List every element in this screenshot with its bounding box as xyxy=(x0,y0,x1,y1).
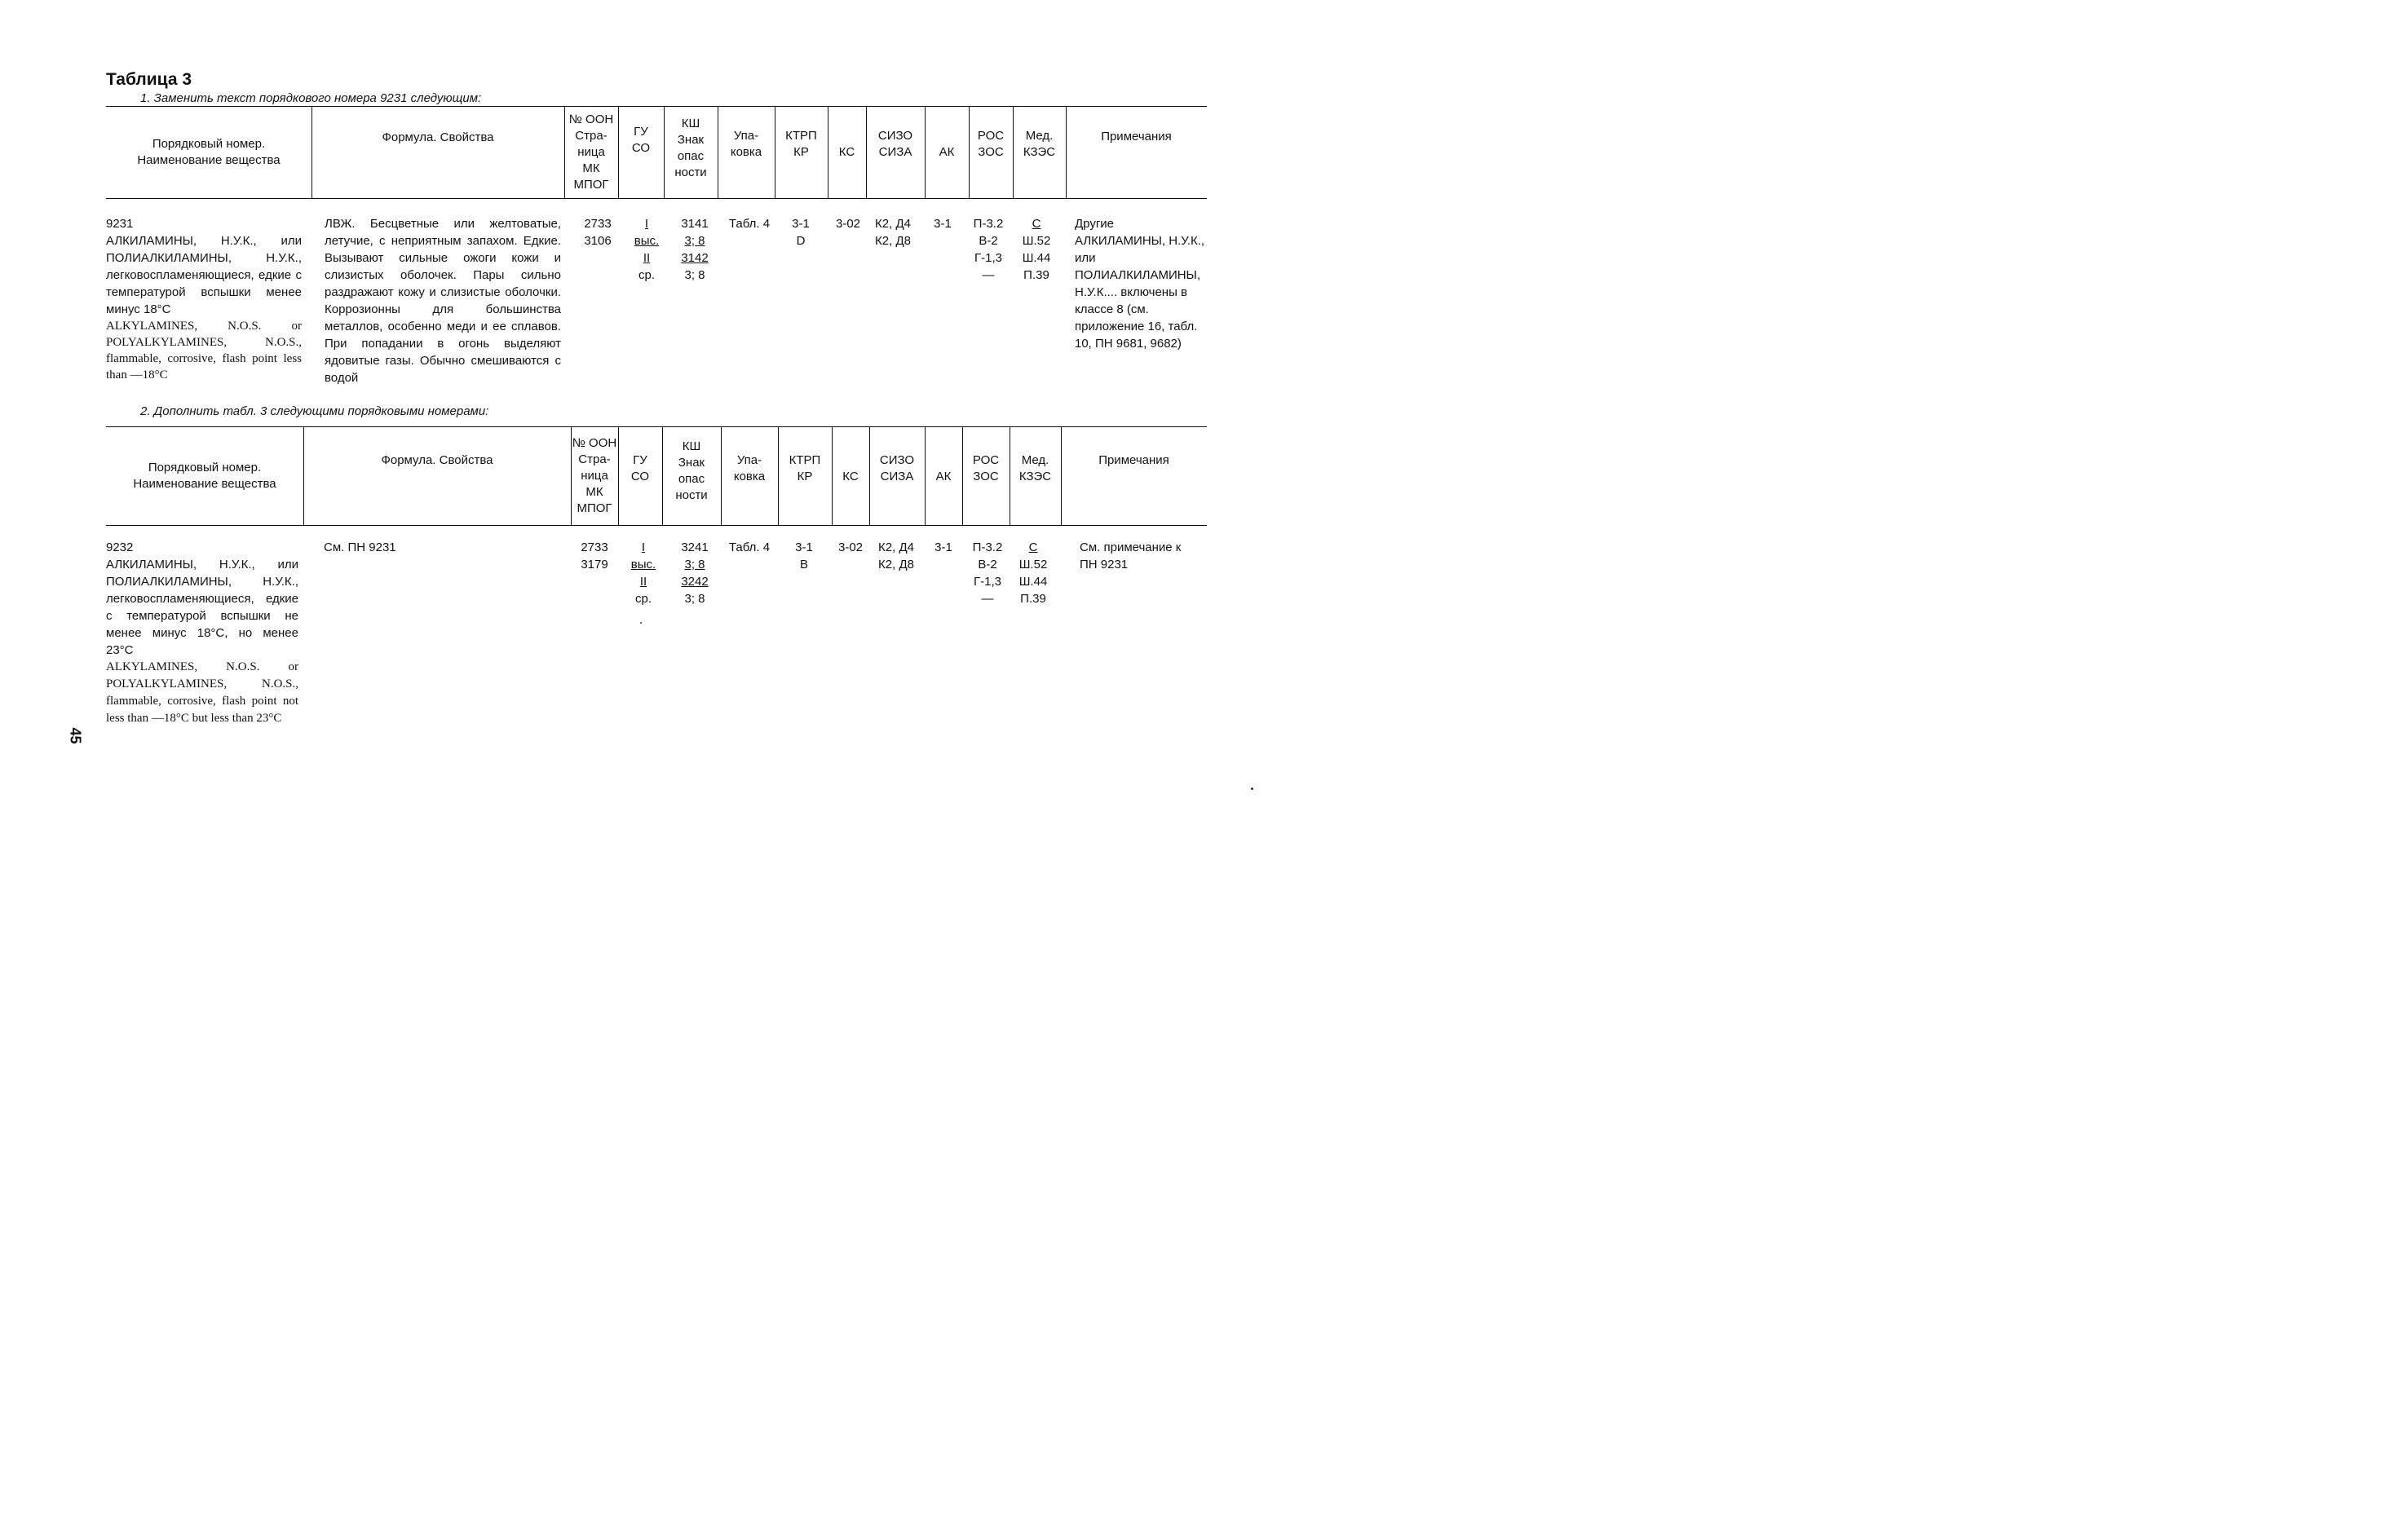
row-un: 2733 3106 xyxy=(584,217,612,248)
row-name-en: ALKYLAMINES, N.O.S. or POLYALKYLAMINES, N.O.S., flammable, corrosive, flash point not less than —18°C but less than 23°C xyxy=(106,660,298,725)
row-ks: 3-02 xyxy=(835,217,861,231)
row-name-ru: АЛКИЛАМИНЫ, Н.У.К., или ПОЛИАЛКИЛАМИНЫ, Н.У.К., легковоспламеняющиеся, едкие с температурой вспышки не менее минус 18°С, но менее 23°С xyxy=(106,558,298,657)
header-ktrp: КТРП КР xyxy=(785,129,817,159)
header-un: № ООН Стра- ница МК МПОГ xyxy=(568,113,614,192)
header-pack: Упа- ковка xyxy=(733,453,766,483)
row-ros: П-3.2 В-2 Г-1,3 — xyxy=(972,541,1003,606)
header-formula: Формула. Свойства xyxy=(381,453,493,467)
header-pack: Упа- ковка xyxy=(730,129,762,159)
row-sizo: К2, Д4 К2, Д8 xyxy=(878,541,914,571)
header-sizo: СИЗО СИЗА xyxy=(877,129,913,159)
row-gu-level: ср. xyxy=(638,268,655,282)
header-name: Порядковый номер. Наименование вещества xyxy=(133,461,276,491)
table2-header-rule xyxy=(106,525,1207,526)
row-pack: Табл. 4 xyxy=(728,217,771,231)
row-ksh-sign: 3; 8 xyxy=(684,592,705,606)
row-ak: 3-1 xyxy=(934,541,952,554)
header-gu: ГУ СО xyxy=(630,453,650,483)
row-gu-class: II xyxy=(643,251,651,265)
table1-header-rule xyxy=(106,198,1207,199)
row-gu-class: I xyxy=(641,541,646,554)
row-ksh-code: 3241 xyxy=(681,541,709,554)
header-med: Мед. КЗЭС xyxy=(1023,129,1056,159)
instruction-replace: 1. Заменить текст порядкового номера 9231 следующим: xyxy=(140,91,482,105)
row-gu-level: выс. xyxy=(634,234,660,248)
header-ksh: КШ Знак опас ности xyxy=(674,117,707,179)
table2-top-rule xyxy=(106,426,1207,427)
header-name: Порядковый номер. Наименование вещества xyxy=(137,137,281,167)
header-ak: АК xyxy=(939,145,955,159)
row-ksh-sign: 3; 8 xyxy=(684,234,705,248)
header-formula: Формула. Свойства xyxy=(382,130,494,144)
row-ktrp: 3-1 D xyxy=(792,217,810,248)
table-title: Таблица 3 xyxy=(106,70,192,89)
header-ksh: КШ Знак опас ности xyxy=(675,439,708,502)
row-med: Ш.44 xyxy=(1022,251,1051,265)
table1-top-rule xyxy=(106,106,1207,107)
instruction-add: 2. Дополнить табл. 3 следующими порядковыми номерами: xyxy=(140,404,489,418)
header-ak: АК xyxy=(935,470,952,483)
header-ros: РОС ЗОС xyxy=(972,453,1000,483)
row-un: 2733 3179 xyxy=(581,541,608,571)
row-sizo: К2, Д4 К2, Д8 xyxy=(875,217,911,248)
row-ks: 3-02 xyxy=(837,541,864,554)
page-number: 45 xyxy=(67,727,84,744)
row-formula: ЛВЖ. Бесцветные или желтоватые, летучие, с неприятным запахом. Едкие. Вызывают сильные ожоги кожи и слизистых оболочек. Пары сильно раздражают кожу и слизистые оболочки. Коррозионны для большинства металлов, особенно меди и ее сплавов. При попадании в огонь выделяют ядовитые газы. Обычно смешиваются с водой xyxy=(325,217,561,385)
row-number: 9231 xyxy=(106,217,134,231)
row-ksh-code: 3242 xyxy=(681,575,709,589)
row-name-en: ALKYLAMINES, N.O.S. or POLYALKYLAMINES, N.O.S., flammable, corrosive, flash point less than —18°C xyxy=(106,320,302,382)
row-formula: См. ПН 9231 xyxy=(324,541,396,554)
row-ros: П-3.2 В-2 Г-1,3 — xyxy=(973,217,1004,282)
row-med: Ш.52 xyxy=(1022,234,1051,248)
row-pack: Табл. 4 xyxy=(728,541,771,554)
row-med: П.39 xyxy=(1020,592,1046,606)
header-notes: Примечания xyxy=(1098,453,1169,467)
header-un: № ООН Стра- ница МК МПОГ xyxy=(572,436,617,515)
row-notes: См. примечание к ПН 9231 xyxy=(1080,541,1182,571)
row-name-ru: АЛКИЛАМИНЫ, Н.У.К., или ПОЛИАЛКИЛАМИНЫ, Н.У.К., легковоспламеняющиеся, едкие с температурой вспышки менее минус 18°С xyxy=(106,234,302,316)
row-med: Ш.44 xyxy=(1018,575,1048,589)
row-med-class: С xyxy=(1032,217,1041,231)
header-ks: КС xyxy=(838,145,855,159)
row-gu-class: I xyxy=(644,217,649,231)
header-notes: Примечания xyxy=(1101,130,1172,143)
row-notes: Другие АЛКИЛАМИНЫ, Н.У.К., или ПОЛИАЛКИЛАМИНЫ, Н.У.К.... включены в классе 8 (см. приложение 16, табл. 10, ПН 9681, 9682) xyxy=(1075,217,1205,351)
header-ros: РОС ЗОС xyxy=(977,129,1005,159)
row-ak: 3-1 xyxy=(934,217,952,231)
row-med: П.39 xyxy=(1023,268,1049,282)
row-med: Ш.52 xyxy=(1018,558,1048,571)
row-med-class: С xyxy=(1028,541,1038,554)
row-ktrp: 3-1 В xyxy=(795,541,813,571)
row-gu-level: ср. xyxy=(634,592,652,606)
header-gu: ГУ СО xyxy=(631,125,651,155)
scan-speck xyxy=(640,622,642,624)
header-sizo: СИЗО СИЗА xyxy=(879,453,915,483)
header-ktrp: КТРП КР xyxy=(789,453,821,483)
header-ks: КС xyxy=(842,470,859,483)
row-number: 9232 xyxy=(106,541,134,554)
row-ksh-sign: 3; 8 xyxy=(684,558,705,571)
header-med: Мед. КЗЭС xyxy=(1018,453,1052,483)
scan-speck xyxy=(1251,788,1253,790)
row-ksh-code: 3142 xyxy=(681,251,709,265)
row-ksh-code: 3141 xyxy=(681,217,709,231)
row-gu-class: II xyxy=(639,575,647,589)
row-gu-level: выс. xyxy=(630,558,656,571)
row-ksh-sign: 3; 8 xyxy=(684,268,705,282)
